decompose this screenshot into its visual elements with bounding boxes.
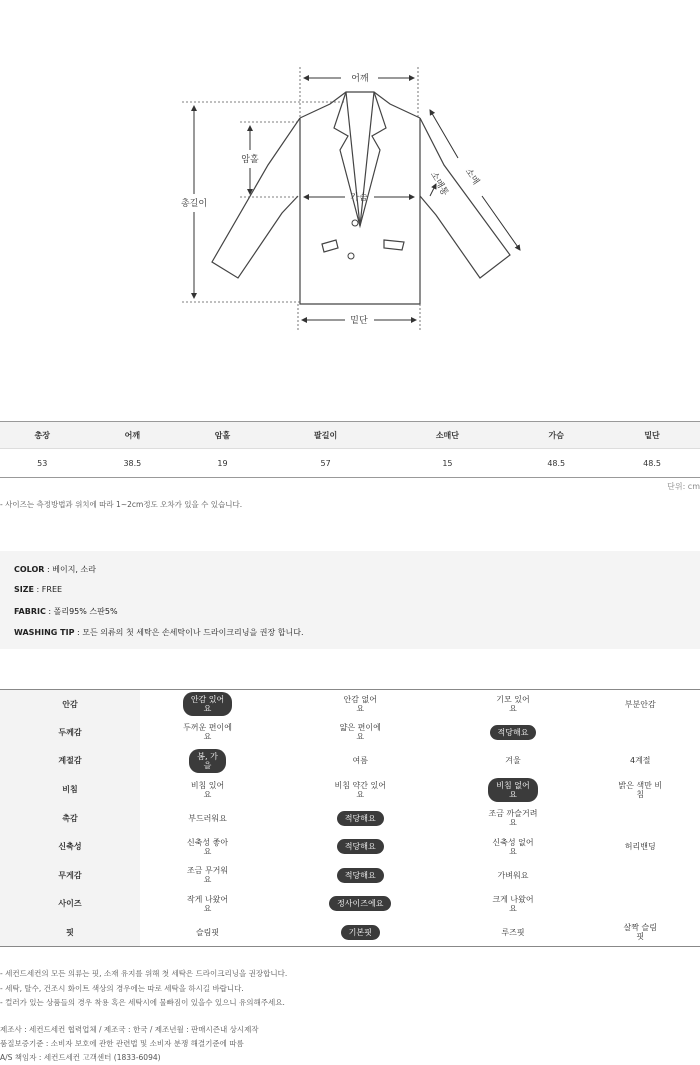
fabric-row-label: 무게감 — [0, 861, 140, 890]
fabric-option-cell — [140, 718, 275, 747]
fabric-option: 여름 — [352, 756, 368, 766]
fabric-option-cell — [140, 690, 275, 719]
fabric-option-selected: 기본핏 — [341, 925, 380, 940]
fabric-option-cell — [445, 832, 580, 861]
fabric-option: 비침 약간 있어 요 — [334, 780, 386, 799]
label-total-length: 총길이 — [180, 199, 208, 209]
fabric-row-label: 신축성 — [0, 832, 140, 861]
jacket-size-diagram — [0, 0, 700, 360]
fabric-row — [0, 747, 700, 776]
fabric-row-label: 촉감 — [0, 804, 140, 833]
label-sleeve: 소매 — [462, 166, 481, 187]
label-shoulder: 어깨 — [351, 74, 369, 84]
fabric-option-cell — [275, 804, 445, 833]
fabric-option: 크게 나왔어 요 — [492, 894, 534, 913]
company-line: 제조사 : 세컨드세컨 협력업체 / 제조국 : 한국 / 제조년월 : 판매시즌내 상시제작 — [0, 1025, 259, 1034]
label-cuff: 소매통 — [427, 170, 450, 198]
care-note: - 세탁, 탈수, 건조시 화이트 색상의 경우에는 따로 세탁을 하시길 바랍니다. — [0, 984, 244, 993]
fabric-row — [0, 690, 700, 719]
fabric-option-cell — [275, 775, 445, 804]
fabric-option: 조금 무거워 요 — [186, 866, 229, 885]
fabric-option-selected: 안감 있어 요 — [183, 692, 232, 716]
fabric-option-selected: 비침 없어 요 — [488, 778, 537, 802]
fabric-option-cell — [140, 804, 275, 833]
fabric-option-cell — [275, 690, 445, 719]
fabric-option: 밝은 색만 비 침 — [618, 780, 663, 799]
fabric-row-label: 계절감 — [0, 747, 140, 776]
fabric-option-cell — [445, 861, 580, 890]
size-row: SIZE : FREE — [14, 585, 63, 594]
size-cell: 48.5 — [508, 449, 604, 478]
fabric-option: 겨울 — [505, 756, 521, 766]
fabric-option-cell — [140, 832, 275, 861]
size-table-row — [0, 449, 700, 478]
fabric-row — [0, 890, 700, 919]
care-note: - 컬러가 있는 상품들의 경우 착용 혹은 세탁시에 물빠짐이 있을수 있으니 유의해주세요. — [0, 998, 285, 1007]
fabric-characteristics-table — [0, 689, 700, 947]
col-header: 암홀 — [180, 422, 264, 449]
fabric-option-selected: 봄, 가 을 — [189, 749, 226, 773]
fabric-option-cell — [581, 890, 700, 919]
guide-lines — [182, 67, 420, 330]
label-armhole: 암홀 — [241, 155, 259, 165]
care-note: - 세컨드세컨의 모든 의류는 핏, 소재 유지를 위해 첫 세탁은 드라이크리닝을 권장합니다. — [0, 969, 288, 978]
fabric-row-label: 두께감 — [0, 718, 140, 747]
fabric-option-cell — [275, 832, 445, 861]
fabric-option-cell — [445, 775, 580, 804]
col-header: 총장 — [0, 422, 84, 449]
col-header: 어깨 — [84, 422, 180, 449]
fabric-option-cell — [275, 918, 445, 947]
fabric-row: FABRIC : 폴리95% 스판5% — [14, 607, 118, 616]
unit-label: 단위: cm — [667, 482, 700, 491]
fabric-option: 기모 있어 요 — [496, 695, 530, 714]
company-line: 품질보증기준 : 소비자 보호에 관한 관련법 및 소비자 분쟁 해결기준에 따름 — [0, 1039, 244, 1048]
fabric-option-cell — [140, 890, 275, 919]
fabric-option-cell — [445, 918, 580, 947]
fabric-option-cell — [581, 804, 700, 833]
washing-row: WASHING TIP : 모든 의류의 첫 세탁은 손세탁이나 드라이크리닝을 권장 합니다. — [14, 628, 304, 637]
col-header: 밑단 — [604, 422, 700, 449]
fabric-row-label: 핏 — [0, 918, 140, 947]
size-note: - 사이즈는 측정방법과 위치에 따라 1~2cm정도 오차가 있을 수 있습니다. — [0, 500, 243, 509]
size-cell: 48.5 — [604, 449, 700, 478]
fabric-row — [0, 918, 700, 947]
size-cell: 38.5 — [84, 449, 180, 478]
fabric-row — [0, 775, 700, 804]
size-cell: 19 — [180, 449, 264, 478]
fabric-option: 허리밴딩 — [624, 842, 656, 852]
sleeve-arrow — [430, 110, 458, 158]
fabric-option: 두꺼운 편이에 요 — [183, 723, 232, 742]
fabric-row — [0, 804, 700, 833]
fabric-option: 살짝 슬림 핏 — [623, 923, 657, 942]
fabric-option: 얇은 편이에 요 — [339, 723, 381, 742]
fabric-option: 작게 나왔어 요 — [186, 894, 229, 913]
fabric-row — [0, 832, 700, 861]
fabric-row — [0, 718, 700, 747]
size-table — [0, 421, 700, 478]
fabric-option: 신축성 좋아 요 — [186, 837, 229, 856]
fabric-option-cell — [445, 804, 580, 833]
fabric-option-cell — [140, 775, 275, 804]
fabric-option-cell — [275, 747, 445, 776]
fabric-option-cell — [445, 718, 580, 747]
fabric-row-label: 사이즈 — [0, 890, 140, 919]
size-cell: 57 — [265, 449, 387, 478]
company-line: A/S 책임자 : 세컨드세컨 고객센터 (1833-6094) — [0, 1053, 161, 1062]
fabric-option-selected: 적당해요 — [490, 725, 537, 740]
fabric-option: 안감 없어 요 — [343, 695, 377, 714]
fabric-option-cell — [445, 747, 580, 776]
fabric-option-cell — [581, 690, 700, 719]
fabric-option-selected: 정사이즈에요 — [329, 896, 391, 911]
fabric-row — [0, 861, 700, 890]
fabric-option: 가벼워요 — [497, 870, 529, 880]
color-row: COLOR : 베이지, 소라 — [14, 565, 96, 574]
fabric-option-selected: 적당해요 — [337, 839, 384, 854]
fabric-option-cell — [581, 775, 700, 804]
fabric-option: 부드러워요 — [188, 813, 227, 823]
fabric-option: 부분안감 — [624, 699, 656, 709]
size-cell: 53 — [0, 449, 84, 478]
fabric-option-cell — [581, 718, 700, 747]
fabric-option-cell — [140, 861, 275, 890]
fabric-option: 비침 있어 요 — [190, 780, 225, 799]
col-header: 팔길이 — [265, 422, 387, 449]
size-table-header — [0, 422, 700, 449]
fabric-option-cell — [581, 918, 700, 947]
product-info — [0, 551, 700, 649]
fabric-option-cell — [581, 747, 700, 776]
fabric-row-label: 안감 — [0, 690, 140, 719]
fabric-option-cell — [140, 747, 275, 776]
fabric-option: 조금 까슬거려 요 — [488, 809, 538, 828]
fabric-option-cell — [445, 890, 580, 919]
label-chest: 가슴 — [350, 193, 368, 203]
fabric-option-cell — [445, 690, 580, 719]
fabric-option: 신축성 없어 요 — [492, 837, 534, 856]
fabric-option-selected: 적당해요 — [337, 811, 384, 826]
fabric-row-label: 비침 — [0, 775, 140, 804]
col-header: 소매단 — [387, 422, 509, 449]
fabric-option: 루즈핏 — [501, 927, 525, 937]
label-hem: 밑단 — [350, 316, 368, 326]
fabric-option-selected: 적당해요 — [337, 868, 384, 883]
fabric-option-cell — [275, 718, 445, 747]
fabric-option-cell — [275, 861, 445, 890]
fabric-option-cell — [581, 832, 700, 861]
size-cell: 15 — [387, 449, 509, 478]
fabric-option-cell — [275, 890, 445, 919]
fabric-option: 4계절 — [629, 756, 651, 766]
fabric-option: 슬림핏 — [195, 927, 220, 937]
fabric-option-cell — [140, 918, 275, 947]
fabric-option-cell — [581, 861, 700, 890]
jacket-buttons — [348, 220, 358, 259]
col-header: 가슴 — [508, 422, 604, 449]
